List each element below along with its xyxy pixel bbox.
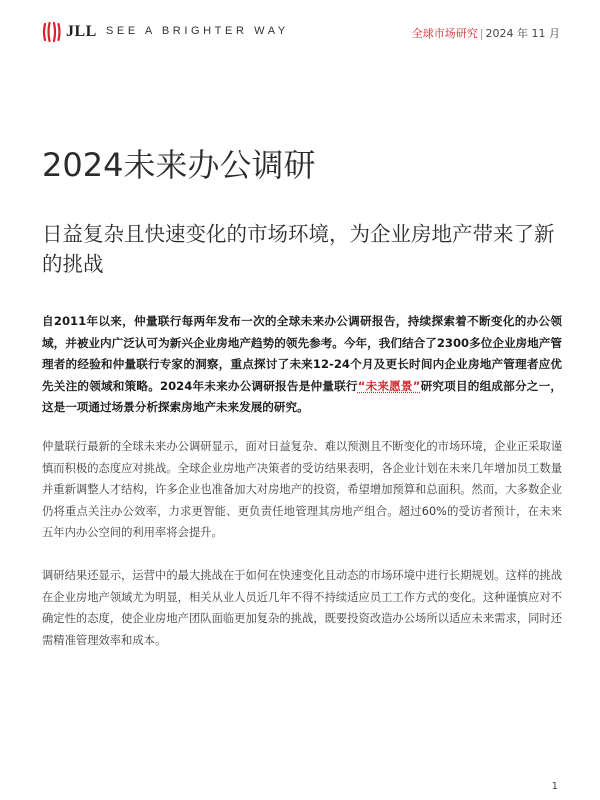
body-paragraph: 仲量联行最新的全球未来办公调研显示，面对日益复杂、难以预测且不断变化的市场环境，企业正采取谨慎而积极的态度应对挑战。全球企业房地产决策者的受访结果表明，各企业计划在未来几年增加员工数量并重新调整人才结构，许多企业也准备加大对房地产的投资，希望增加预算和总面积。然而，大多数企业仍将重点关注办公效率，力求更智能、更负责任地管理其房地产组合。超过60%的受访者预计，在未来五年内办公空间的利用率将会提升。 [42, 440, 562, 540]
page-number: 1 [551, 781, 558, 792]
brand-tagline: SEE A BRIGHTER WAY [106, 25, 289, 37]
section-label[interactable]: 全球市场研究 [411, 27, 478, 40]
page-header [42, 20, 562, 44]
page-subtitle: 日益复杂且快速变化的市场环境，为企业房地产带来了新的挑战 [42, 222, 555, 276]
intro-text-part1: 自2011年以来，仲量联行每两年发布一次的全球未来办公调研报告，持续探索着不断变化的办公领域，并被业内广泛认可为新兴企业房地产趋势的领先参考。今年，我们结合了2300多位企业房地产管理者的经验和仲量联行专家的洞察，重点探讨了未来12-24个月及更长时间内企业房地产管理者应优先关注的领域和策略。2024年未来办公调研报告是仲量联行 [42, 314, 562, 393]
intro-text-part2: 研究项目的组成部分之一，这是一项通过场景分析探索房地产未来发展的研究。 [42, 378, 562, 414]
intro-paragraph [42, 311, 562, 419]
header-separator: | [479, 27, 484, 40]
page-title: 2024未来办公调研 [42, 146, 316, 184]
logo-wordmark: JLL [66, 23, 97, 40]
jll-logo-icon [42, 21, 62, 43]
header-meta [412, 25, 560, 41]
jll-logo[interactable] [42, 20, 97, 44]
body-paragraph: 调研结果还显示，运营中的最大挑战在于如何在快速变化且动态的市场环境中进行长期规划。这样的挑战在企业房地产领域尤为明显，相关从业人员近几年不得不持续适应员工工作方式的变化。这种谨慎应对不确定性的态度，使企业房地产团队面临更加复杂的挑战，既要投资改造办公场所以适应未来需求，同时还需精准管理效率和成本。 [42, 569, 562, 647]
future-vision-link[interactable]: “未来愿景” [357, 378, 421, 393]
publication-date: 2024 年 11 月 [485, 27, 560, 40]
